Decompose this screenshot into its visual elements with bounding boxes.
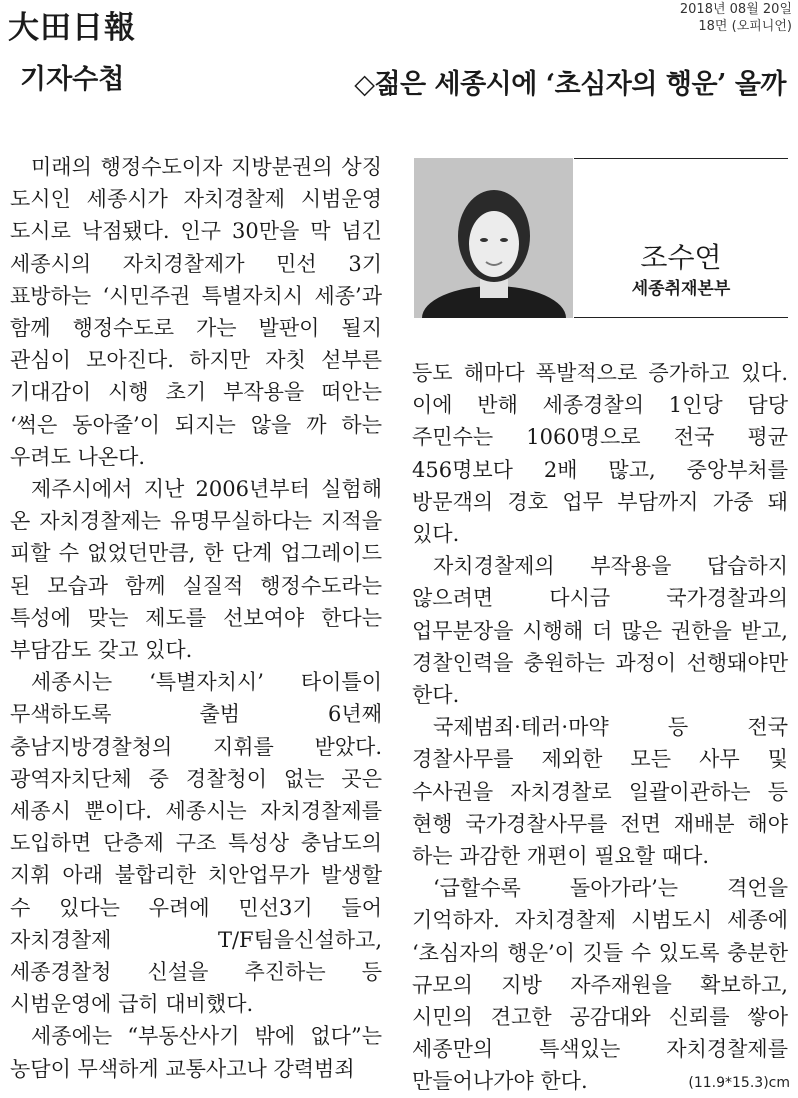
reporter-department: 세종취재본부 xyxy=(631,279,731,299)
article-column-right xyxy=(412,357,788,1098)
article-headline: ◇젊은 세종시에 ‘초심자의 행운’ 올까 xyxy=(354,69,786,100)
paragraph-8: ‘급할수록 돌아가라’는 격언을 기억하자. 자치경찰제 시범도시 세종에 ‘초심자의 행운’이 깃들 수 있도록 충분한 규모의 지방 자주재원을 확보하고, 시민의 견고한 공감대와 신뢰를 쌓아 세종만의 특색있는 자치경찰제를 만들어나가야 한다. xyxy=(412,876,788,1094)
publication-meta xyxy=(680,1,792,35)
reporter-profile xyxy=(414,158,788,318)
paragraph-1: 미래의 행정수도이자 지방분권의 상징 도시인 세종시가 자치경찰제 시범운영 도시로 낙점됐다. 인구 30만을 막 넘긴 세종시의 자치경찰제가 민선 3기 표방하는 ‘시민주권 특별자치시 세종’과 함께 행정수도로 가는 발판이 될지 관심이 모아진다. 하지만 자칫 섣부른 기대감이 시행 초기 부작용을 떠안는 ‘썩은 동아줄’이 되지는 않을 까 하는 우려도 나온다. xyxy=(10,155,382,469)
paragraph-4: 세종에는 “부동산사기 밖에 없다”는 농담이 무색하게 교통사고나 강력범죄 xyxy=(10,1024,382,1081)
paragraph-3: 세종시는 ‘특별자치시’ 타이틀이 무색하도록 출범 6년째 충남지방경찰청의 지휘를 받았다. 광역자치단체 중 경찰청이 없는 곳은 세종시 뿐이다. 세종시는 자치경찰제를 도입하면 단층제 구조 특성상 충남도의 지휘 아래 불합리한 치안업무가 발생할 수 있다는 우려에 민선3기 들어 자치경찰제 T/F팀을신설하고, 세종경찰청 신설을 추진하는 등 시범운영에 급히 대비했다. xyxy=(10,670,382,1017)
paragraph-6: 자치경찰제의 부작용을 답습하지 않으려면 다시금 국가경찰과의 업무분장을 시행해 더 많은 권한을 받고, 경찰인력을 충원하는 과정이 선행돼야만 한다. xyxy=(412,554,788,708)
profile-bottom-rule xyxy=(574,317,788,318)
section-label: 기자수첩 xyxy=(20,64,125,95)
paragraph-2: 제주시에서 지난 2006년부터 실험해 온 자치경찰제는 유명무실하다는 지적을 피할 수 없었던만큼, 한 단계 업그레이드 된 모습과 함께 실질적 행정수도라는 특성에 맞는 제도를 선보여야 한다는 부담감도 갖고 있다. xyxy=(10,477,382,663)
publication-date: 2018년 08월 20일 xyxy=(679,2,792,17)
paragraph-5: 등도 해마다 폭발적으로 증가하고 있다. 이에 반해 세종경찰의 1인당 담당 주민수는 1060명으로 전국 평균 456명보다 2배 많고, 중앙부처를 방문객의 경호 업무 부담까지 가중 돼 있다. xyxy=(412,361,788,547)
reporter-photo xyxy=(414,158,573,318)
newspaper-masthead: 大田日報 xyxy=(8,10,136,46)
article-size-note: (11.9*15.3)cm xyxy=(688,1075,790,1091)
paragraph-7: 국제범죄·테러·마약 등 전국 경찰사무를 제외한 모든 사무 및 수사권을 자치경찰로 일괄이관하는 등 현행 국가경찰사무를 전면 재배분 해야 하는 과감한 개편이 필요할 때다. xyxy=(412,715,788,869)
article-column-left xyxy=(10,151,382,1085)
reporter-name: 조수연 xyxy=(640,241,722,274)
profile-top-rule xyxy=(574,158,788,159)
page-section: 18면 (오피니언) xyxy=(698,19,792,34)
